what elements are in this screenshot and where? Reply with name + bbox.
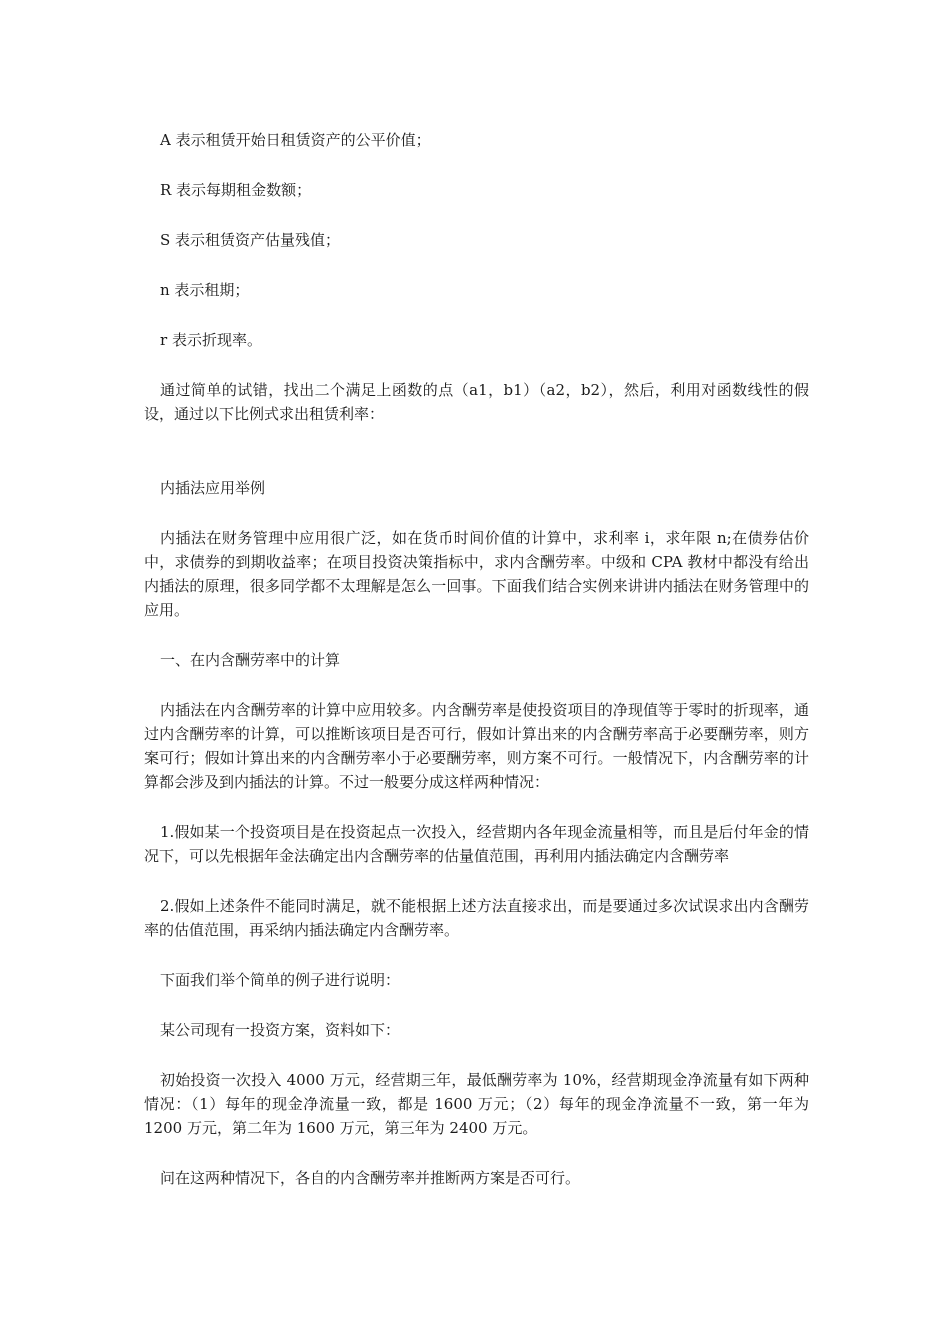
case-1-paragraph: 1.假如某一个投资项目是在投资起点一次投入，经营期内各年现金流量相等，而且是后付年金的情况下，可以先根据年金法确定出内含酬劳率的估量值范围，再利用内插法确定内含酬劳率 bbox=[144, 823, 809, 865]
example-intro: 下面我们举个简单的例子进行说明： bbox=[160, 971, 401, 989]
question-paragraph: 问在这两种情况下，各自的内含酬劳率并推断两方案是否可行。 bbox=[160, 1169, 581, 1187]
formula-gap bbox=[144, 452, 809, 476]
section-heading-irr: 一、在内含酬劳率中的计算 bbox=[160, 651, 341, 669]
irr-paragraph: 内插法在内含酬劳率的计算中应用较多。内含酬劳率是使投资项目的净现值等于零时的折现率，通过内含酬劳率的计算，可以推断该项目是否可行，假如计算出来的内含酬劳率高于必要酬劳率，则方案可行；假如计算出来的内含酬劳率小于必要酬劳率，则方案不可行。一般情况下，内含酬劳率的计算都会涉及到内插法的计算。不过一般要分成这样两种情况： bbox=[144, 701, 809, 791]
definition-r: R 表示每期租金数额； bbox=[160, 181, 312, 199]
definition-n: n 表示租期； bbox=[160, 281, 250, 299]
section-heading-examples: 内插法应用举例 bbox=[160, 479, 266, 497]
intro-paragraph: 内插法在财务管理中应用很广泛，如在货币时间价值的计算中，求利率 i，求年限 n;在债券估价中，求债券的到期收益率；在项目投资决策指标中，求内含酬劳率。中级和 CPA 教材中都没有给出内插法的原理，很多同学都不太理解是怎么一回事。下面我们结合实例来讲讲内插法在财务管理中的应用。 bbox=[144, 529, 809, 619]
definition-s: S 表示租赁资产估量残值； bbox=[160, 231, 341, 249]
company-intro: 某公司现有一投资方案，资料如下： bbox=[160, 1021, 401, 1039]
definition-a: A 表示租赁开始日租赁资产的公平价值； bbox=[160, 131, 431, 149]
trial-error-paragraph: 通过简单的试错，找出二个满足上函数的点（a1，b1）（a2，b2），然后，利用对函数线性的假设，通过以下比例式求出租赁利率： bbox=[144, 381, 809, 423]
definition-r-discount: r 表示折现率。 bbox=[160, 331, 262, 349]
document-body bbox=[144, 128, 809, 1216]
case-2-paragraph: 2.假如上述条件不能同时满足，就不能根据上述方法直接求出，而是要通过多次试误求出内含酬劳率的估值范围，再采纳内插法确定内含酬劳率。 bbox=[144, 897, 809, 939]
investment-details: 初始投资一次投入 4000 万元，经营期三年，最低酬劳率为 10%，经营期现金净流量有如下两种情况：（1）每年的现金净流量一致，都是 1600 万元；（2）每年的现金净流量不一致，第一年为 1200 万元，第二年为 1600 万元，第三年为 2400 万元。 bbox=[144, 1071, 809, 1137]
